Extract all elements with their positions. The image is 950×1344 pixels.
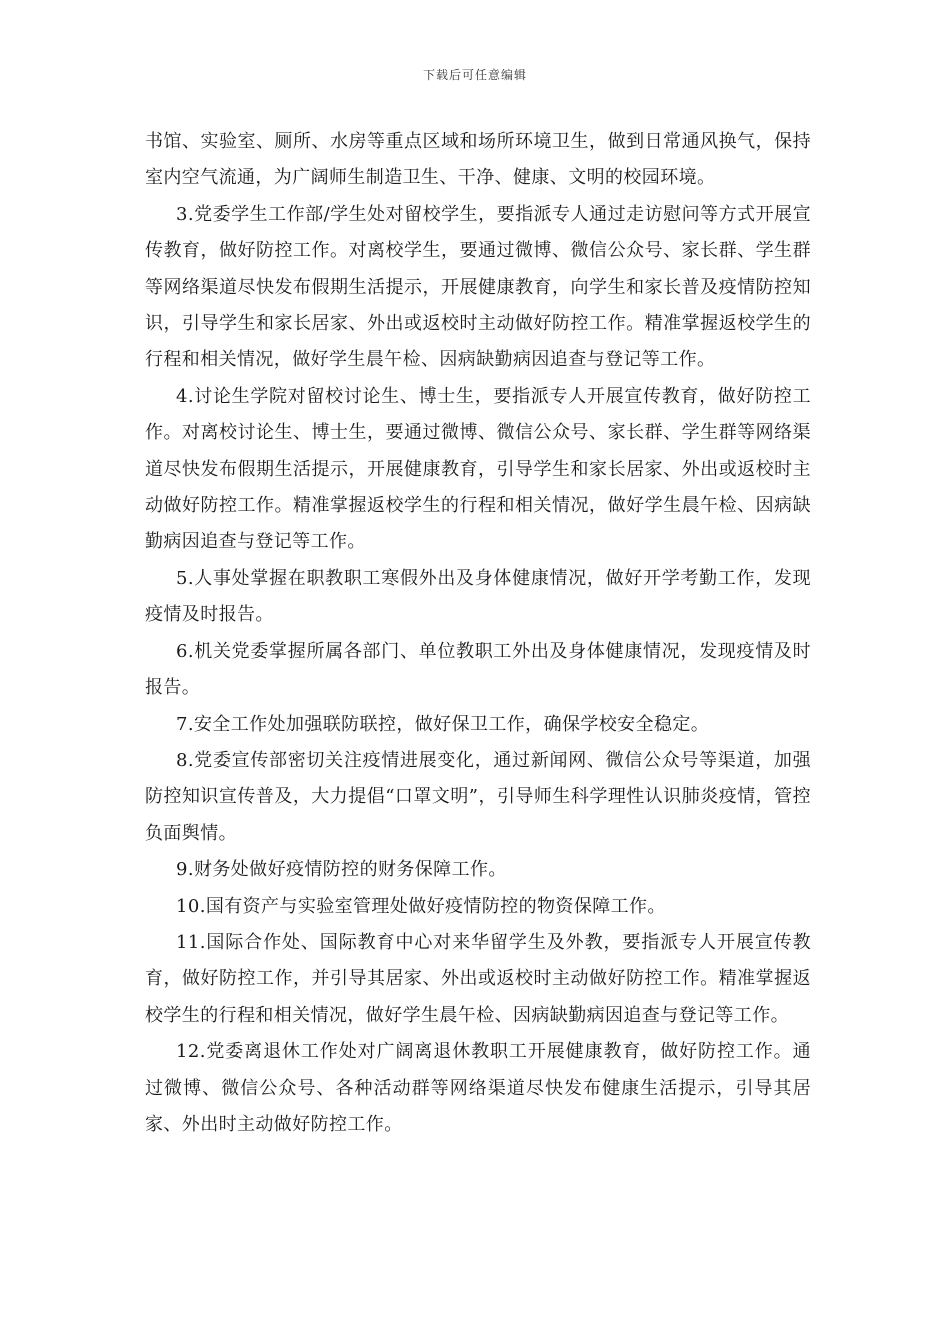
paragraph-item-10: 10.国有资产与实验室管理处做好疫情防控的物资保障工作。 <box>176 895 666 917</box>
document-body <box>145 124 811 1143</box>
paragraph-item-12: 12.党委离退休工作处对广阔离退休教职工开展健康教育，做好防控工作。通过微博、微信公众号、各种活动群等网络渠道尽快发布健康生活提示，引导其居家、外出时主动做好防控工作。 <box>145 1041 811 1135</box>
paragraph-item-7: 7.安全工作处加强联防联控，做好保卫工作，确保学校安全稳定。 <box>176 713 710 735</box>
paragraph-item-6: 6.机关党委掌握所属各部门、单位教职工外出及身体健康情况，发现疫情及时报告。 <box>145 640 811 699</box>
paragraph-item-8: 8.党委宣传部密切关注疫情进展变化，通过新闻网、微信公众号等渠道，加强防控知识宣传普及，大力提倡“口罩文明”，引导师生科学理性认识肺炎疫情，管控负面舆情。 <box>145 749 811 844</box>
paragraph-item-4: 4.讨论生学院对留校讨论生、博士生，要指派专人开展宣传教育，做好防控工作。对离校讨论生、博士生，要通过微博、微信公众号、家长群、学生群等网络渠道尽快发布假期生活提示，开展健康教育，引导学生和家长居家、外出或返校时主动做好防控工作。精准掌握返校学生的行程和相关情况，做好学生晨午检、因病缺勤病因追查与登记等工作。 <box>145 385 811 553</box>
paragraph-item-3: 3.党委学生工作部/学生处对留校学生，要指派专人通过走访慰问等方式开展宣传教育，做好防控工作。对离校学生，要通过微博、微信公众号、家长群、学生群等网络渠道尽快发布假期生活提示，开展健康教育，向学生和家长普及疫情防控知识，引导学生和家长居家、外出或返校时主动做好防控工作。精准掌握返校学生的行程和相关情况，做好学生晨午检、因病缺勤病因追查与登记等工作。 <box>145 203 811 371</box>
paragraph-item-11: 11.国际合作处、国际教育中心对来华留学生及外教，要指派专人开展宣传教育，做好防控工作，并引导其居家、外出或返校时主动做好防控工作。精准掌握返校学生的行程和相关情况，做好学生晨午检、因病缺勤病因追查与登记等工作。 <box>145 931 811 1026</box>
page-header: 下载后可任意编辑 <box>422 68 527 82</box>
paragraph-item-5: 5.人事处掌握在职教职工寒假外出及身体健康情况，做好开学考勤工作，发现疫情及时报告。 <box>145 567 811 626</box>
paragraph-item-9: 9.财务处做好疫情防控的财务保障工作。 <box>176 859 507 881</box>
paragraph: 书馆、实验室、厕所、水房等重点区域和场所环境卫生，做到日常通风换气，保持室内空气流通，为广阔师生制造卫生、干净、健康、文明的校园环境。 <box>145 131 811 189</box>
